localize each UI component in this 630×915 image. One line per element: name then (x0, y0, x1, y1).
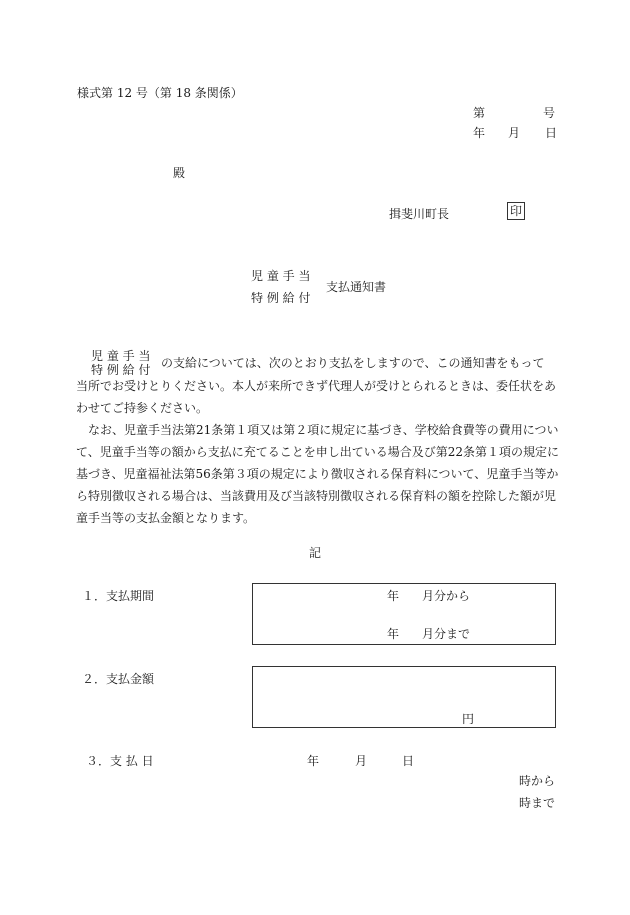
doc-number-suffix: 号 (543, 106, 556, 120)
issuer-title: 揖斐川町長 (389, 207, 450, 221)
date-month: 月 (508, 126, 521, 140)
seal-text: 印 (507, 202, 525, 220)
pay-date-day: 日 (402, 754, 415, 768)
period-from-year: 年 (387, 589, 400, 603)
body-p2-line-3: 基づき、児童福祉法第56条第３項の規定により徴収される保育料について、児童手当等か (76, 467, 559, 481)
doc-number-prefix: 第 (473, 106, 486, 120)
pay-time-to: 時まで (519, 796, 556, 810)
pay-time-from: 時から (519, 774, 556, 788)
body-p2-line-5: 童手当等の支払金額となります。 (76, 511, 256, 525)
pay-date-year: 年 (307, 754, 320, 768)
period-to-month: 月分まで (422, 627, 471, 641)
body-line-1: の支給については、次のとおり支払をしますので、この通知書をもって (161, 356, 545, 370)
form-number: 様式第 12 号（第 18 条関係） (77, 86, 243, 100)
date-day: 日 (545, 126, 558, 140)
title-option-child-allowance: 児 童 手 当 (251, 269, 311, 283)
title-option-special-benefit: 特 例 給 付 (251, 291, 311, 305)
date-year: 年 (473, 126, 486, 140)
pay-date-label: ３．支 払 日 (86, 754, 154, 768)
body-p2-line-1: なお、児童手当法第21条第１項又は第２項に規定に基づき、学校給食費等の費用につい (76, 423, 559, 437)
period-to-year: 年 (387, 627, 400, 641)
amount-unit: 円 (462, 712, 475, 726)
body-option-child-allowance: 児 童 手 当 (91, 349, 151, 363)
body-option-special-benefit: 特 例 給 付 (91, 363, 151, 377)
pay-date-month: 月 (355, 754, 368, 768)
page-title: 支払通知書 (326, 280, 387, 294)
body-line-2: 当所でお受けとりください。本人が来所できず代理人が受けとられるときは、委任状をあ (76, 379, 557, 393)
body-p2-line-4: ら特別徴収される場合は、当該費用及び当該特別徴収される保育料の額を控除した額が児 (76, 489, 557, 503)
period-box (252, 583, 556, 645)
period-from-month: 月分から (422, 589, 471, 603)
body-line-3: わせてご持参ください。 (76, 401, 209, 415)
body-p2-line-2: て、児童手当等の額から支払に充てることを申し出ている場合及び第22条第１項の規定に (76, 445, 560, 459)
ki-heading: 記 (309, 546, 322, 560)
period-label: １．支払期間 (82, 589, 155, 603)
amount-label: ２．支払金額 (82, 672, 155, 686)
addressee-suffix: 殿 (173, 166, 186, 180)
amount-box (252, 666, 556, 728)
seal-mark (507, 205, 525, 217)
